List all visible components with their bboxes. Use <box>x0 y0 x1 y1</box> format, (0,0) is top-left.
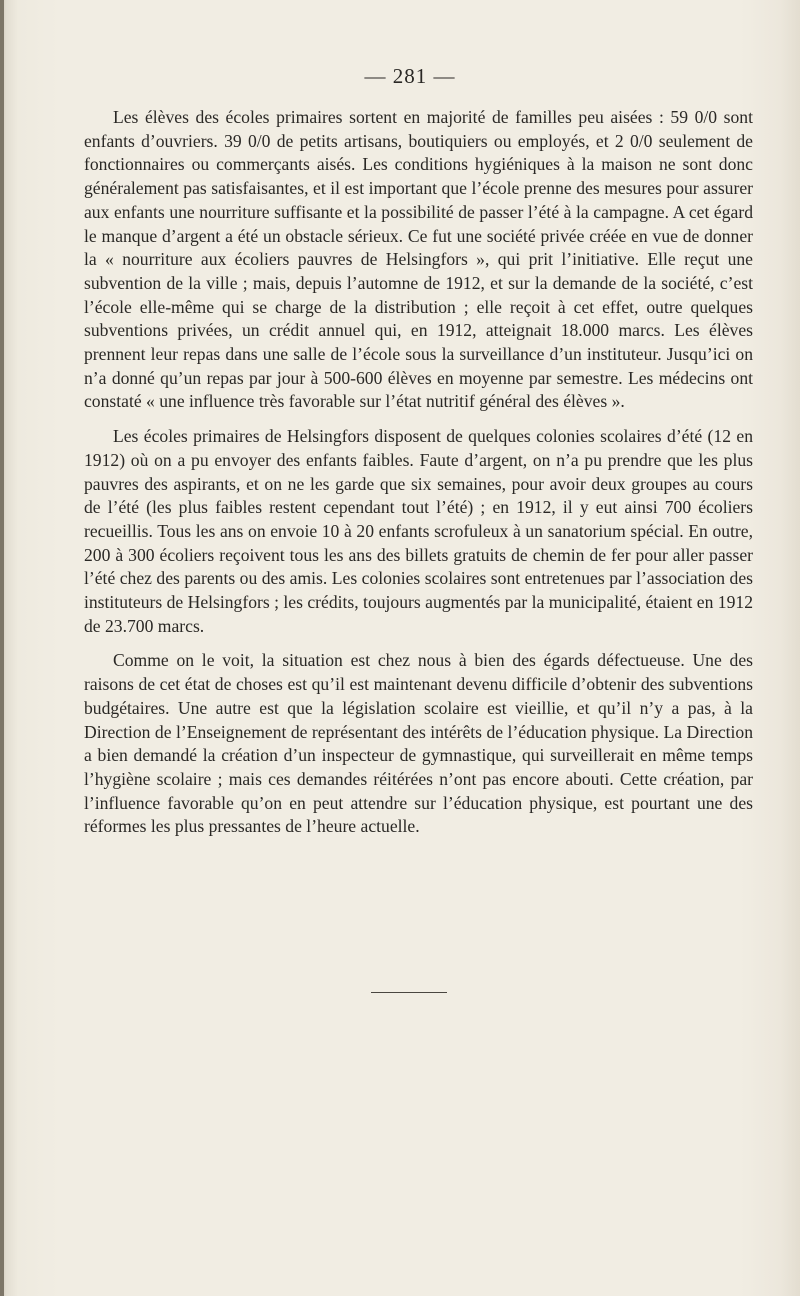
paragraph-school-meals: Les élèves des écoles primaires sortent en majorité de familles peu aisées : 59 0/0 sont enfants d’ouvriers. 39 0/0 de petits artisans, boutiquiers ou employés, et 2 0/0 seulement de fonctionnaires ou commerçants aisés. Les conditions hygiéniques à la maison ne sont donc généralement pas satisfaisantes, et il est important que l’école prenne des mesures pour assurer aux enfants une nourriture suffisante et la possibilité de passer l’été à la campagne. A cet égard le manque d’argent a été un obstacle sérieux. Ce fut une société privée créée en vue de donner la « nourriture aux écoliers pauvres de Helsingfors », qui prit l’initiative. Elle reçut une subvention de la ville ; mais, depuis l’automne de 1912, et sur la demande de la société, c’est l’école elle-même qui se charge de la distribution ; elle reçoit à cet effet, outre quelques subventions privées, un crédit annuel qui, en 1912, atteignait 18.000 marcs. Les élèves prennent leur repas dans une salle de l’école sous la surveillance d’un instituteur. Jusqu’ici on n’a donné qu’un repas par jour à 500-600 élèves en moyenne par semestre. Les médecins ont constaté « une influence très favorable sur l’état nutritif général des élèves ». <box>84 107 753 412</box>
page-number: — 281 — <box>364 64 456 88</box>
paragraph-conclusion: Comme on le voit, la situation est chez nous à bien des égards défectueuse. Une des raisons de cet état de choses est qu’il est maintenant devenu difficile d’obtenir des subventions budgétaires. Une autre est que la législation scolaire est vieillie, et qu’il n’y a pas, à la Direction de l’Enseignement de représentant des intérêts de l’éducation physique. La Direction a bien demandé la création d’un inspecteur de gymnastique, qui surveillerait en même temps l’hygiène scolaire ; mais ces demandes réitérées n’ont pas encore abouti. Cette création, par l’influence favorable qu’on en peut attendre sur l’éducation physique, est pourtant une des réformes les plus pressantes de l’heure actuelle. <box>84 650 753 837</box>
binding-edge <box>0 0 4 1296</box>
paragraph-summer-colonies: Les écoles primaires de Helsingfors disposent de quelques colonies scolaires d’été (12 en 1912) où on a pu envoyer des enfants faibles. Faute d’argent, on n’a pu prendre que les plus pauvres des aspirants, et on ne les garde que six semaines, pour avoir deux groupes au cours de l’été (les plus faibles restent cependant tout l’été) ; en 1912, il y eut ainsi 700 écoliers recueillis. Tous les ans on envoie 10 à 20 enfants scrofuleux à un sanatorium spécial. En outre, 200 à 300 écoliers reçoivent tous les ans des billets gratuits de chemin de fer pour aller passer l’été chez des parents ou des amis. Les colonies scolaires sont entretenues par l’association des instituteurs de Helsingfors ; les crédits, toujours augmentés par la municipalité, étaient en 1912 de 23.700 marcs. <box>84 426 753 636</box>
body-text <box>84 106 753 839</box>
end-rule-divider <box>371 992 447 993</box>
